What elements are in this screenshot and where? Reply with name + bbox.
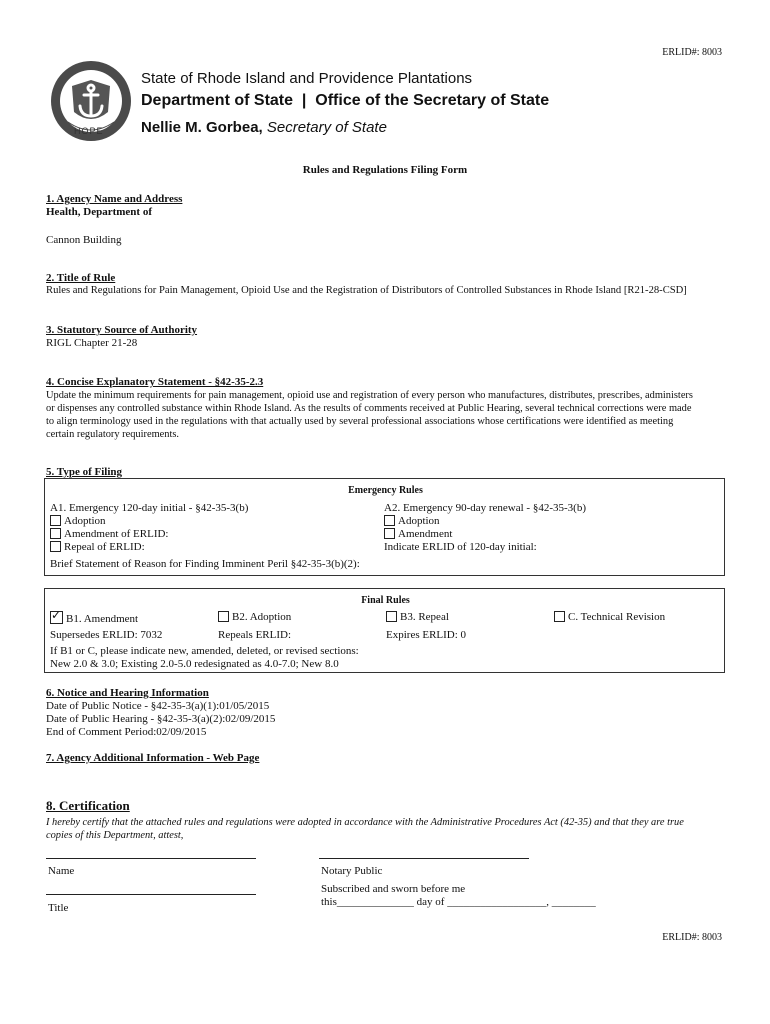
statutory-source: RIGL Chapter 21-28 [46, 337, 138, 349]
final-rules-heading: Final Rules [361, 595, 410, 606]
b2-label: B2. Adoption [232, 611, 292, 623]
a1-adoption-label: Adoption [64, 515, 106, 527]
form-title: Rules and Regulations Filing Form [302, 164, 468, 176]
a2-adoption-label: Adoption [398, 515, 440, 527]
notary-signature-line[interactable] [319, 858, 529, 859]
section6-title: 6. Notice and Hearing Information [46, 687, 209, 699]
secretary-name: Nellie M. Gorbea, [141, 119, 263, 136]
statement-line: Update the minimum requirements for pain management, opioid use and registration of every person who manufactures, distributes, prescribes, administers [46, 390, 693, 401]
a1-repeal-checkbox[interactable] [50, 541, 61, 552]
certification-statement [46, 816, 684, 842]
revised-sections-prompt: If B1 or C, please indicate new, amended, deleted, or revised sections: [50, 645, 359, 657]
final-rules-box [44, 588, 725, 673]
a2-adoption-checkbox[interactable] [384, 515, 395, 526]
a1-block [50, 502, 248, 554]
rule-title: Rules and Regulations for Pain Management, Opioid Use and the Registration of Distributors of Controlled Substances in Rhode Island [R21-28-CSD] [46, 285, 687, 296]
section5-title: 5. Type of Filing [46, 466, 122, 478]
revised-sections [50, 645, 359, 671]
b1-option[interactable] [50, 611, 138, 625]
section2-title: 2. Title of Rule [46, 272, 116, 284]
a2-block [384, 502, 586, 554]
agency-name: Health, Department of [46, 206, 153, 218]
a1-repeal-label: Repeal of ERLID: [64, 541, 145, 553]
expires-erlid: Expires ERLID: 0 [386, 629, 467, 641]
statement-line: or dispenses any controlled substance within Rhode Island. As the results of comments received at Public Hearing, several technical corrections were made [46, 403, 692, 414]
a1-adoption-checkbox[interactable] [50, 515, 61, 526]
a1-amendment-checkbox[interactable] [50, 528, 61, 539]
notary-date-line: this______________ day of __________________, ________ [321, 896, 596, 908]
a2-label: A2. Emergency 90-day renewal - §42-35-3(b) [384, 502, 587, 514]
title-signature-line[interactable] [46, 894, 256, 895]
b2-option[interactable] [218, 611, 291, 623]
section4-title: 4. Concise Explanatory Statement - §42-35-2.3 [46, 376, 264, 388]
emergency-rules-box [44, 478, 725, 576]
section3-title: 3. Statutory Source of Authority [46, 324, 198, 336]
revised-sections-value: New 2.0 & 3.0; Existing 2.0-5.0 redesignated as 4.0-7.0; New 8.0 [50, 658, 339, 670]
public-hearing-date: Date of Public Hearing - §42-35-3(a)(2):02/09/2015 [46, 713, 276, 725]
statement-line: certain regulatory requirements. [46, 429, 179, 440]
brief-statement: Brief Statement of Reason for Finding Imminent Peril §42-35-3(b)(2): [50, 558, 360, 570]
b1-label: B1. Amendment [66, 613, 139, 625]
comment-period-end: End of Comment Period:02/09/2015 [46, 726, 207, 738]
department-title: Department of State | Office of the Secretary of State [141, 92, 550, 109]
notice-hearing-info [46, 700, 275, 739]
secretary-title: Secretary of State [266, 119, 387, 136]
seal-hope-text: HOPE [74, 126, 104, 136]
explanatory-statement [46, 389, 693, 441]
a2-amendment-checkbox[interactable] [384, 528, 395, 539]
agency-address: Cannon Building [46, 234, 122, 246]
certification-line-2: copies of this Department, attest, [46, 830, 184, 841]
c-checkbox[interactable] [554, 611, 565, 622]
b3-label: B3. Repeal [400, 611, 449, 623]
secretary-line [141, 119, 387, 136]
b1-checkbox[interactable] [50, 611, 63, 624]
statement-line: to align terminology used in the regulations with that actually used by several professional associations whose certifications were identified as meeting [46, 416, 674, 427]
section1-title: 1. Agency Name and Address [46, 193, 183, 205]
b2-checkbox[interactable] [218, 611, 229, 622]
state-name: State of Rhode Island and Providence Plantations [141, 70, 473, 87]
a2-amendment-label: Amendment [398, 528, 453, 540]
erlid-bottom: ERLID#: 8003 [662, 932, 722, 943]
a2-indicate-erlid: Indicate ERLID of 120-day initial: [384, 541, 537, 553]
name-signature-line[interactable] [46, 858, 256, 859]
section7-title: 7. Agency Additional Information - Web Page [46, 752, 260, 764]
certification-line-1: I hereby certify that the attached rules and regulations were adopted in accordance with the Administrative Procedures Act (42-35) and that they are true [46, 817, 684, 828]
name-label: Name [48, 865, 75, 877]
a1-label: A1. Emergency 120-day initial - §42-35-3(b) [50, 502, 249, 514]
b3-option[interactable] [386, 611, 449, 623]
b3-checkbox[interactable] [386, 611, 397, 622]
repeals-erlid: Repeals ERLID: [218, 629, 292, 641]
subscribed-text: Subscribed and sworn before me [321, 883, 466, 895]
section8-title: 8. Certification [46, 798, 130, 813]
notary-label: Notary Public [321, 865, 383, 877]
state-seal [50, 60, 132, 142]
c-label: C. Technical Revision [568, 611, 666, 623]
emergency-rules-heading: Emergency Rules [348, 485, 423, 496]
c-option[interactable] [554, 611, 665, 623]
title-label: Title [48, 902, 69, 914]
a1-amendment-label: Amendment of ERLID: [64, 528, 169, 540]
supersedes-erlid: Supersedes ERLID: 7032 [50, 629, 163, 641]
erlid-top: ERLID#: 8003 [662, 47, 722, 58]
public-notice-date: Date of Public Notice - §42-35-3(a)(1):01/05/2015 [46, 700, 270, 712]
